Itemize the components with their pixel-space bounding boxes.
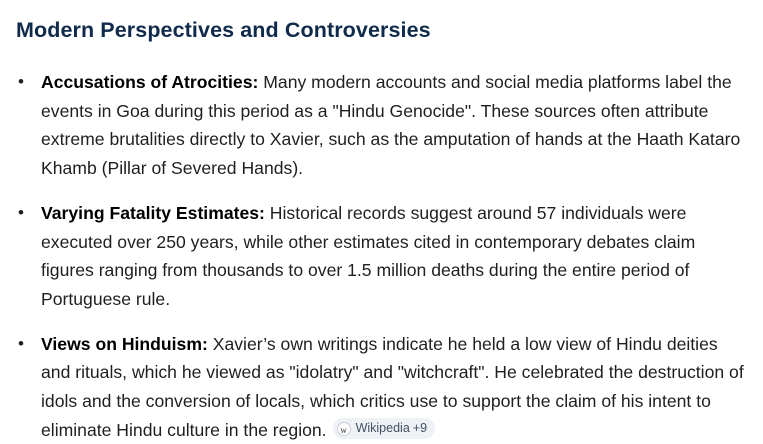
list-item: [16, 330, 749, 444]
list-item: [16, 199, 749, 314]
item-text: Historical records suggest around 57 individuals were executed over 250 years, while other estimates cited in contemporary debates claim figures ranging from thousands to over 1.5 million deaths during the entire period of Portuguese rule.: [41, 202, 696, 309]
bullet-icon: •: [18, 202, 24, 222]
section-heading: Modern Perspectives and Controversies: [16, 18, 431, 42]
item-text: Xavier’s own writings indicate he held a low view of Hindu deities and rituals, which he viewed as "idolatry" and "witchcraft". He celebrated the destruction of idols and the conversion of locals, which critics use to support the claim of his intent to eliminate Hindu culture in the region.: [41, 333, 744, 440]
bullet-icon: •: [18, 72, 24, 91]
bullet-icon: •: [18, 333, 24, 353]
item-lead: Views on Hinduism:: [41, 333, 208, 354]
bullet-list: [16, 68, 749, 444]
citation-chip[interactable]: [333, 418, 435, 439]
citation-source: Wikipedia: [355, 421, 410, 436]
list-item: [16, 68, 749, 183]
wikipedia-logo-icon: w: [337, 422, 351, 436]
item-text: Many modern accounts and social media platforms label the events in Goa during this period as a "Hindu Genocide". These sources often attribute extreme brutalities directly to Xavier, such as the amputation of hands at the Haath Kataro Khamb (Pillar of Severed Hands).: [41, 72, 741, 179]
item-lead: Varying Fatality Estimates:: [41, 202, 265, 223]
item-lead: Accusations of Atrocities:: [41, 72, 259, 92]
citation-count: +9: [412, 421, 428, 436]
